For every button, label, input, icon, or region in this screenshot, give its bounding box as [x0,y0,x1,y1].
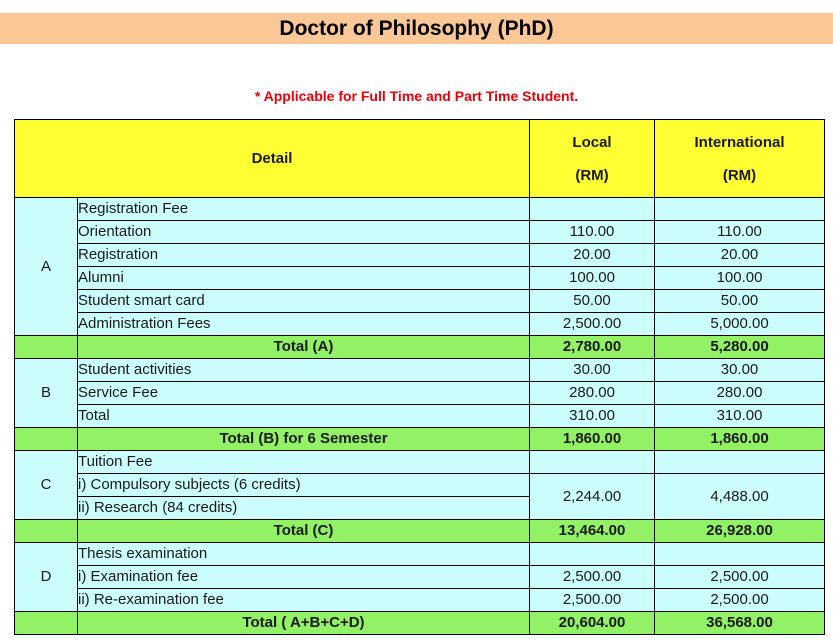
table-row [15,474,825,497]
row-detail: Student smart card [78,290,530,313]
section-d-label: D [15,543,78,612]
row-local [530,198,655,221]
row-detail: Alumni [78,267,530,290]
total-row-c [15,520,825,543]
row-local: 20.00 [530,244,655,267]
total-local: 13,464.00 [530,520,655,543]
fee-table [14,119,825,635]
row-international: 30.00 [655,359,825,382]
header-local [530,120,655,198]
row-detail: Tuition Fee [78,451,530,474]
total-label: Total (A) [78,336,530,359]
table-row [15,451,825,474]
row-international [655,451,825,474]
total-label: Total (C) [78,520,530,543]
header-international-unit: (RM) [722,166,757,184]
table-header-row [15,120,825,198]
total-label: Total (B) for 6 Semester [78,428,530,451]
table-row [15,244,825,267]
row-detail: Administration Fees [78,313,530,336]
table-row [15,543,825,566]
row-detail: Registration [78,244,530,267]
row-detail: i) Compulsory subjects (6 credits) [78,474,530,497]
grand-total-label: Total ( A+B+C+D) [78,612,530,635]
total-spacer [15,336,78,359]
row-detail: ii) Re-examination fee [78,589,530,612]
row-local: 310.00 [530,405,655,428]
row-detail: Orientation [78,221,530,244]
header-local-unit: (RM) [575,166,609,184]
total-local: 1,860.00 [530,428,655,451]
row-local: 30.00 [530,359,655,382]
total-spacer [15,520,78,543]
row-detail: Student activities [78,359,530,382]
applicability-note: * Applicable for Full Time and Part Time Student. [254,88,579,104]
table-row [15,359,825,382]
table-row [15,267,825,290]
table-row [15,221,825,244]
header-local-label: Local [572,133,612,151]
row-international: 5,000.00 [655,313,825,336]
table-row [15,566,825,589]
row-local [530,543,655,566]
combined-international: 4,488.00 [655,474,825,520]
grand-total-row [15,612,825,635]
row-detail: Total [78,405,530,428]
row-local: 110.00 [530,221,655,244]
total-spacer [15,428,78,451]
header-detail: Detail [15,120,530,198]
row-international: 20.00 [655,244,825,267]
row-international: 310.00 [655,405,825,428]
row-detail: i) Examination fee [78,566,530,589]
page-title: Doctor of Philosophy (PhD) [0,13,833,44]
row-international: 100.00 [655,267,825,290]
row-detail: Registration Fee [78,198,530,221]
total-international: 5,280.00 [655,336,825,359]
section-a-label: A [15,198,78,336]
combined-local: 2,244.00 [530,474,655,520]
row-local: 2,500.00 [530,566,655,589]
row-international [655,543,825,566]
row-international: 2,500.00 [655,566,825,589]
row-international: 110.00 [655,221,825,244]
table-row [15,405,825,428]
total-spacer [15,612,78,635]
section-b-label: B [15,359,78,428]
table-row [15,290,825,313]
total-row-b [15,428,825,451]
table-row [15,313,825,336]
section-c-label: C [15,451,78,520]
row-local: 2,500.00 [530,313,655,336]
grand-total-local: 20,604.00 [530,612,655,635]
header-international-label: International [694,133,785,151]
row-international: 2,500.00 [655,589,825,612]
row-detail: ii) Research (84 credits) [78,497,530,520]
row-local: 2,500.00 [530,589,655,612]
row-local [530,451,655,474]
row-international: 50.00 [655,290,825,313]
table-row [15,589,825,612]
header-international [655,120,825,198]
row-international: 280.00 [655,382,825,405]
row-international [655,198,825,221]
total-local: 2,780.00 [530,336,655,359]
row-local: 280.00 [530,382,655,405]
row-local: 50.00 [530,290,655,313]
row-detail: Thesis examination [78,543,530,566]
row-local: 100.00 [530,267,655,290]
grand-total-international: 36,568.00 [655,612,825,635]
table-row [15,198,825,221]
total-international: 26,928.00 [655,520,825,543]
total-international: 1,860.00 [655,428,825,451]
table-row [15,382,825,405]
row-detail: Service Fee [78,382,530,405]
total-row-a [15,336,825,359]
